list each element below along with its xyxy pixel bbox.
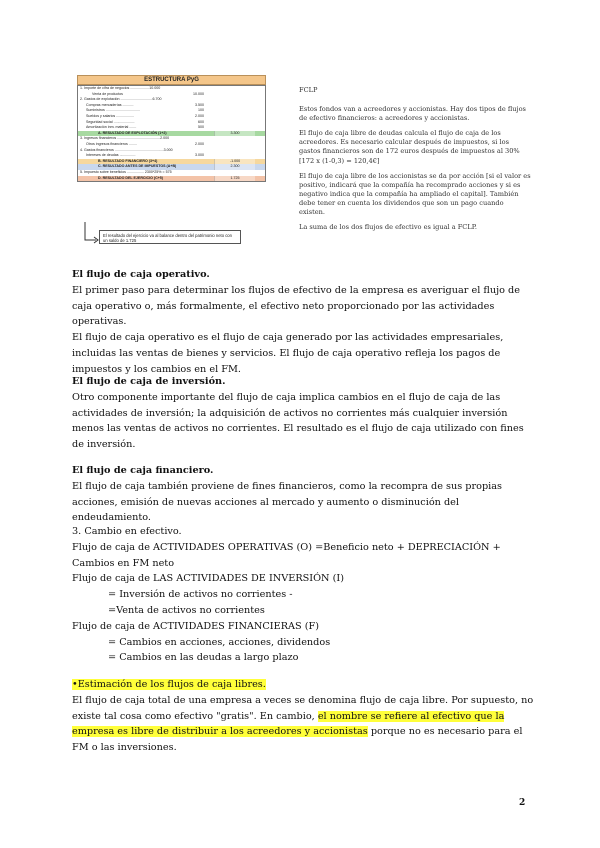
pyg-row-subvalue: 3.000	[195, 153, 204, 158]
section-operativo	[72, 267, 534, 378]
paragraph-text: porque no es necesario para el FM o las inversiones.	[72, 726, 523, 754]
section-title: El flujo de caja financiero.	[72, 465, 214, 476]
formula-line: = Cambios en las deudas a largo plazo	[108, 652, 299, 664]
formula-line: Flujo de caja de LAS ACTIVIDADES DE INVERSIÓN (I)	[72, 573, 344, 585]
pyg-row-label: 2. Gastos de explotación ................................6.700	[80, 97, 162, 102]
paragraph-text: El flujo de caja total de una empresa a veces se denomina flujo de caja libre. Por supuesto, no existe tal cosa como efectivo "gratis". En cambio,	[72, 694, 534, 722]
pyg-row-subvalue: 10.000	[193, 91, 204, 96]
pyg-row-label: Intereses de deudas ................	[86, 153, 136, 158]
pyg-row	[78, 176, 265, 182]
section-title: El flujo de caja de inversión.	[72, 376, 226, 387]
fclp-paragraph-1: Estos fondos van a acreedores y accionistas. Hay dos tipos de flujos de efectivo financieros: a acreedores y accionistas.	[299, 105, 526, 123]
paragraph: El flujo de caja también proviene de fines financieros, como la recompra de sus propias acciones, emisión de nuevas acciones al mercado y aumento o disminución del endeudamiento.	[72, 480, 503, 524]
highlighted-text: el nombre se refiere al efectivo que la empresa es libre de distribuir a los acreedores y accionistas	[72, 710, 505, 738]
fclp-paragraph-2: El flujo de caja libre de deudas calcula el flujo de caja de los acreedores. Es necesario calcular después de impuestos, si los gastos financieros son de 172 euros después de impuestos al 30% [172 x (1-0,3) = 120,4€]	[299, 129, 520, 165]
pyg-row-label: Otros ingresos financieros ........	[86, 141, 137, 146]
pyg-row-label: C. RESULTADO ANTES DE IMPUESTOS (A+B)	[98, 164, 177, 169]
pyg-row-label: Compras mercaderías ...........	[86, 102, 134, 107]
formula-line: Flujo de caja de ACTIVIDADES FINANCIERAS (F)	[72, 620, 319, 632]
pyg-note: El resultado del ejercicio va al balance dentro del patrimonio neto con un saldo de 1.725	[99, 230, 241, 244]
pyg-row-label: Venta de productos	[92, 91, 123, 96]
section-title: El flujo de caja operativo.	[72, 269, 210, 280]
section-financiero	[72, 463, 534, 526]
pyg-row-subvalue: 600	[198, 119, 204, 124]
pyg-rows	[77, 85, 266, 182]
fclp-block	[299, 86, 531, 238]
section-inversion	[72, 374, 534, 453]
pyg-title: ESTRUCTURA PyG	[77, 75, 266, 85]
pyg-row-label: Amortización inm. material .......	[86, 125, 137, 130]
pyg-row-label: 5. Impuesto sobre beneficios ................. 2300*25% = 575	[80, 169, 172, 174]
pyg-row-label: Sueldos y salarios ..................	[86, 113, 135, 118]
pyg-row-label: 1. Importe de cifra de negocios ...................10.000	[80, 86, 161, 90]
pyg-row-label: Seguridad social .....................	[86, 119, 135, 124]
pyg-row-label: 3. Ingresos financieros ...........................................2.000	[80, 136, 170, 141]
formula-line: =Venta de activos no corrientes	[108, 604, 265, 616]
pyg-row-subvalue: 2.000	[195, 141, 204, 146]
page-number: 2	[519, 798, 526, 808]
pyg-row-label: A. RESULTADO DE EXPLOTACIÓN (1+2)	[98, 130, 167, 135]
formula-line: = Cambios en acciones, acciones, dividendos	[108, 636, 331, 648]
pyg-row-label: D. RESULTADO DEL EJERCICIO (C+5)	[98, 175, 163, 180]
pyg-row-label: Suministros ..................................	[86, 108, 140, 113]
paragraph: El flujo de caja operativo es el flujo de caja generado por las actividades empresariales, incluidas las ventas de bienes y servicios. El flujo de caja operativo refleja los pagos de impuestos y los cambios en el FM.	[72, 332, 504, 375]
formula-line: = Inversión de activos no corrientes -	[108, 589, 293, 601]
pyg-row-subvalue: 3.500	[195, 102, 204, 107]
fclp-title: FCLP	[299, 86, 318, 94]
pyg-row-total: -1.000	[214, 159, 255, 165]
pyg-row-total: 2.300	[214, 164, 255, 170]
section-cambio	[72, 524, 534, 666]
formula-line: Flujo de caja de ACTIVIDADES OPERATIVAS (O) =Beneficio neto + DEPRECIACIÓN + Cambios en FM neto	[72, 541, 501, 569]
pyg-row-total: 3.300	[214, 131, 255, 137]
fclp-paragraph-4: La suma de los dos flujos de efectivo es igual a FCLP.	[299, 223, 477, 232]
paragraph: El primer paso para determinar los flujos de efectivo de la empresa es averiguar el flujo de caja operativo o, más formalmente, el efectivo neto proporcionado por las actividades operativas.	[72, 284, 520, 328]
fclp-paragraph-3: El flujo de caja libre de los accionistas se da por acción [si el valor es positivo, indicará que la compañía ha recomprado acciones y si es negativo indica que la compañía ha ampliado el capital]. También debe tener en cuenta los dividendos que son un pago cuando existen.	[299, 171, 531, 217]
pyg-row-total: 1.725	[214, 176, 255, 182]
section-title-highlighted: •Estimación de los flujos de caja libres.	[72, 679, 266, 690]
pyg-table	[77, 75, 266, 182]
paragraph: Otro componente importante del flujo de caja implica cambios en el flujo de caja de las actividades de inversión; la adquisición de activos no corrientes más cualquier inversión menos las ventas de activos no corrientes. El resultado es el flujo de caja utilizado con fines de inversión.	[72, 391, 524, 451]
paragraph	[72, 693, 534, 756]
pyg-row-subvalue: 100	[198, 108, 204, 113]
pyg-row-subvalue: 500	[198, 125, 204, 130]
pyg-row-label: B. RESULTADO FINANCIERO (3+4)	[98, 158, 158, 163]
pyg-row-subvalue: 2.000	[195, 113, 204, 118]
pyg-row-label: 4. Gastos financieros .................................................3.000	[80, 147, 173, 152]
section-libres	[72, 677, 534, 756]
section-title: 3. Cambio en efectivo.	[72, 526, 182, 537]
